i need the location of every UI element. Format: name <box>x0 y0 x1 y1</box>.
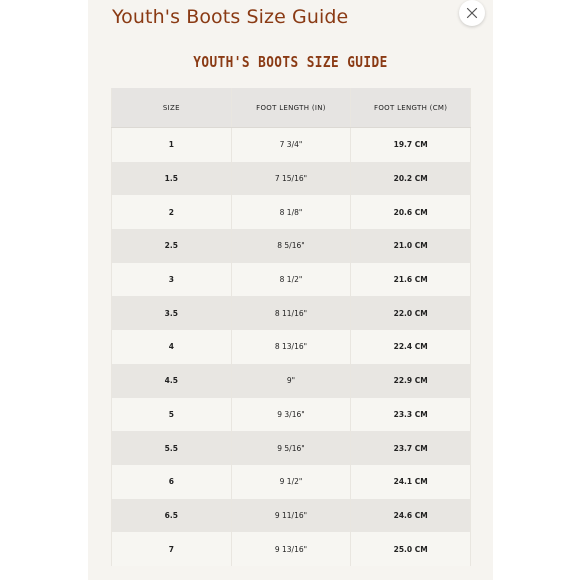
table-row <box>112 465 471 499</box>
size-cell: 6 <box>112 465 232 499</box>
size-cell: 6.5 <box>112 499 232 533</box>
close-icon <box>466 7 478 19</box>
table-row <box>112 431 471 465</box>
foot-length-cm-cell: 21.6 CM <box>351 263 471 297</box>
table-header-row <box>112 88 471 128</box>
foot-length-cm-cell: 23.7 CM <box>351 431 471 465</box>
foot-length-cm-cell: 22.0 CM <box>351 296 471 330</box>
foot-length-cm-cell: 25.0 CM <box>351 532 471 566</box>
table-row <box>112 364 471 398</box>
foot-length-in-cell: 9 13/16" <box>231 532 351 566</box>
foot-length-cm-cell: 23.3 CM <box>351 398 471 432</box>
foot-length-cm-cell: 22.4 CM <box>351 330 471 364</box>
foot-length-in-cell: 9 11/16" <box>231 499 351 533</box>
foot-length-cm-cell: 24.1 CM <box>351 465 471 499</box>
column-header-foot-length-cm: FOOT LENGTH (CM) <box>351 88 471 128</box>
foot-length-cm-cell: 20.6 CM <box>351 195 471 229</box>
table-row <box>112 499 471 533</box>
table-row <box>112 162 471 196</box>
foot-length-in-cell: 8 11/16" <box>231 296 351 330</box>
modal-title: Youth's Boots Size Guide <box>112 6 349 28</box>
close-button[interactable] <box>459 0 485 26</box>
foot-length-cm-cell: 22.9 CM <box>351 364 471 398</box>
table-heading: YOUTH'S BOOTS SIZE GUIDE <box>193 53 388 71</box>
column-header-foot-length-in: FOOT LENGTH (IN) <box>231 88 351 128</box>
table-row <box>112 532 471 566</box>
table-row <box>112 398 471 432</box>
table-row <box>112 229 471 263</box>
size-cell: 3 <box>112 263 232 297</box>
size-cell: 7 <box>112 532 232 566</box>
foot-length-cm-cell: 21.0 CM <box>351 229 471 263</box>
size-table <box>111 88 471 566</box>
table-row <box>112 128 471 162</box>
size-cell: 2 <box>112 195 232 229</box>
foot-length-in-cell: 8 1/2" <box>231 263 351 297</box>
size-cell: 1 <box>112 128 232 162</box>
size-cell: 2.5 <box>112 229 232 263</box>
size-cell: 1.5 <box>112 162 232 196</box>
table-body <box>112 128 471 566</box>
foot-length-cm-cell: 24.6 CM <box>351 499 471 533</box>
column-header-size: SIZE <box>112 88 232 128</box>
size-cell: 5.5 <box>112 431 232 465</box>
table-row <box>112 195 471 229</box>
foot-length-in-cell: 8 13/16" <box>231 330 351 364</box>
foot-length-cm-cell: 20.2 CM <box>351 162 471 196</box>
size-cell: 4.5 <box>112 364 232 398</box>
foot-length-in-cell: 9" <box>231 364 351 398</box>
foot-length-in-cell: 9 1/2" <box>231 465 351 499</box>
foot-length-in-cell: 8 1/8" <box>231 195 351 229</box>
foot-length-in-cell: 9 3/16" <box>231 398 351 432</box>
table-row <box>112 330 471 364</box>
foot-length-in-cell: 7 3/4" <box>231 128 351 162</box>
table-row <box>112 263 471 297</box>
size-cell: 3.5 <box>112 296 232 330</box>
table-row <box>112 296 471 330</box>
foot-length-in-cell: 7 15/16" <box>231 162 351 196</box>
foot-length-in-cell: 8 5/16" <box>231 229 351 263</box>
foot-length-cm-cell: 19.7 CM <box>351 128 471 162</box>
size-cell: 4 <box>112 330 232 364</box>
size-cell: 5 <box>112 398 232 432</box>
foot-length-in-cell: 9 5/16" <box>231 431 351 465</box>
size-guide-modal <box>88 0 493 580</box>
